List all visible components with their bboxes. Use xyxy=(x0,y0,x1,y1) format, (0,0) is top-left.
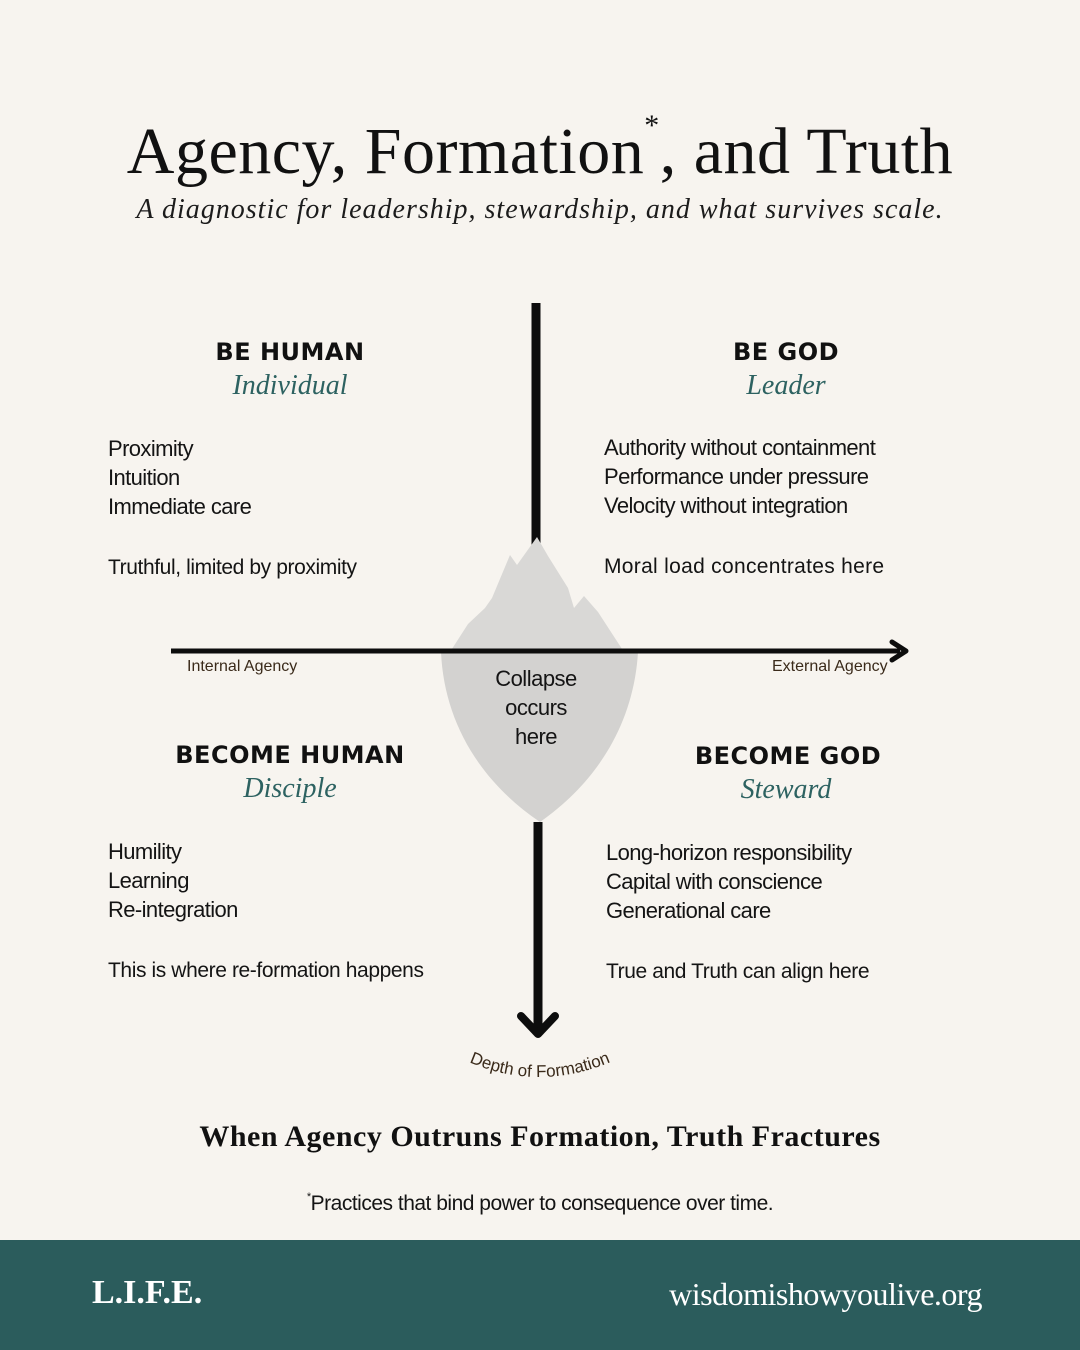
quadrant-be-god-heading: BE GOD xyxy=(732,338,840,366)
collapse-line-3: here xyxy=(514,724,558,749)
list-item: Learning xyxy=(108,868,189,893)
footnote-text: Practices that bind power to consequence over time. xyxy=(310,1192,774,1215)
quadrant-become-god-role: Steward xyxy=(740,774,832,805)
list-item: Re-integration xyxy=(108,897,238,922)
footnote-asterisk: * xyxy=(306,1191,311,1203)
collapse-line-2: occurs xyxy=(505,695,567,720)
quadrant-become-human-list xyxy=(108,837,238,924)
collapse-label xyxy=(476,664,596,751)
list-item: Authority without containment xyxy=(604,435,876,460)
quadrant-be-god-role: Leader xyxy=(746,370,826,401)
conclusion-heading: When Agency Outruns Formation, Truth Fractures xyxy=(199,1120,881,1153)
title-end: , and Truth xyxy=(659,115,954,188)
list-item: Capital with conscience xyxy=(606,869,823,894)
list-item: Humility xyxy=(108,839,182,864)
brand-logo: L.I.F.E. xyxy=(92,1274,203,1311)
internal-agency-label: Internal Agency xyxy=(187,658,298,675)
quadrant-be-human-note: Truthful, limited by proximity xyxy=(108,556,357,579)
page-subtitle: A diagnostic for leadership, stewardship, and what survives scale. xyxy=(136,194,944,225)
list-item: Intuition xyxy=(108,465,180,490)
quadrant-become-human-note: This is where re-formation happens xyxy=(108,959,424,982)
list-item: Long-horizon responsibility xyxy=(606,840,852,865)
collapse-line-1: Collapse xyxy=(495,666,577,691)
quadrant-be-human-heading: BE HUMAN xyxy=(215,338,365,366)
quadrant-become-human-heading: BECOME HUMAN xyxy=(175,741,405,769)
quadrant-be-god-list xyxy=(604,433,875,520)
title-asterisk: * xyxy=(644,109,660,142)
list-item: Generational care xyxy=(606,898,771,923)
quadrant-be-human-role: Individual xyxy=(232,370,348,401)
quadrant-become-god-list xyxy=(606,838,852,925)
quadrant-become-god-heading: BECOME GOD xyxy=(694,742,882,770)
list-item: Performance under pressure xyxy=(604,464,869,489)
list-item: Proximity xyxy=(108,436,194,461)
depth-of-formation-label: Depth of Formation xyxy=(467,1048,613,1082)
footnote xyxy=(0,1192,1080,1216)
website-link[interactable]: wisdomishowyoulive.org xyxy=(669,1276,982,1312)
iceberg-tip xyxy=(450,537,624,652)
list-item: Immediate care xyxy=(108,494,252,519)
quadrant-be-human-list xyxy=(108,434,251,521)
title-main: Agency, Formation xyxy=(126,115,645,188)
list-item: Velocity without integration xyxy=(604,493,848,518)
quadrant-be-god-note: Moral load concentrates here xyxy=(604,555,885,578)
quadrant-become-god-note: True and Truth can align here xyxy=(606,960,870,983)
quadrant-become-human-role: Disciple xyxy=(243,773,337,804)
external-agency-label: External Agency xyxy=(772,658,888,675)
